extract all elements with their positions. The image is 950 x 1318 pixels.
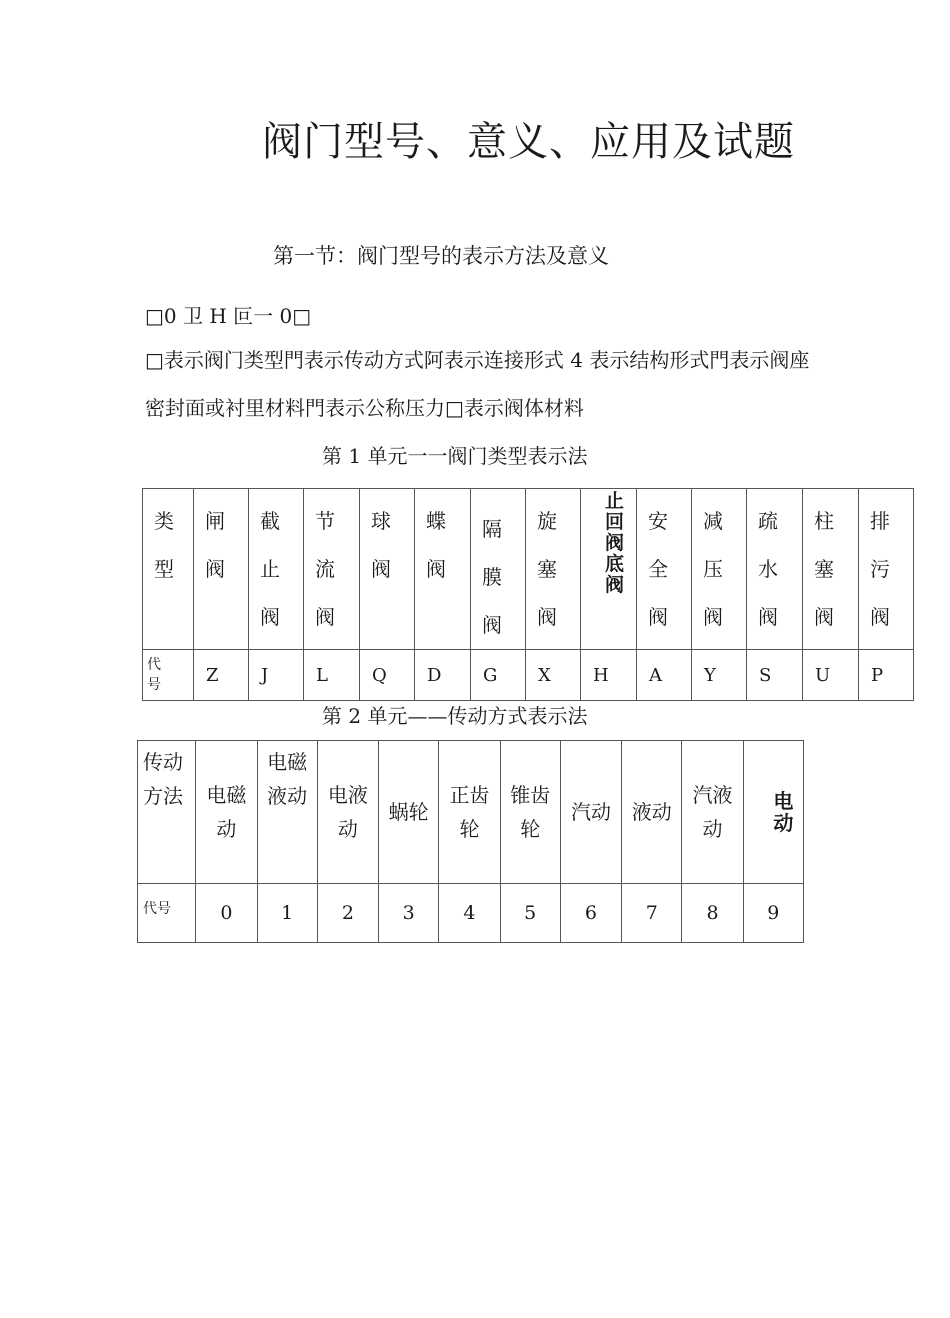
description-line-1: □表示阀门类型門表示传动方式阿表示连接形式 4 表示结构形式門表示阀座 [145,348,810,372]
method-cell: 汽液动 [682,741,743,884]
type-cell: 球阀 [360,489,415,650]
code-cell: 3 [379,884,439,943]
code-cell: L [304,650,360,701]
code-cell: Z [194,650,249,701]
type-cell: 截止阀 [249,489,304,650]
type-cell: 排污阀 [859,489,914,650]
code-cell: Y [692,650,747,701]
type-cell: 蝶阀 [415,489,471,650]
code-cell: J [249,650,304,701]
code-cell: 2 [317,884,378,943]
code-cell: H [581,650,637,701]
code-header-cell: 代号 [143,650,194,701]
valve-type-row [143,489,914,650]
valve-type-table [142,488,914,701]
type-cell: 柱塞阀 [803,489,859,650]
drive-method-table [137,740,804,943]
code-cell: G [471,650,526,701]
code-cell: 7 [622,884,682,943]
type-cell: 节流阀 [304,489,360,650]
type-cell: 旋塞阀 [526,489,581,650]
code-cell: 9 [743,884,803,943]
method-cell: 正齿轮 [439,741,500,884]
code-cell: D [415,650,471,701]
method-cell: 电磁动 [196,741,257,884]
method-cell: 锥齿轮 [500,741,560,884]
method-cell: 蜗轮 [379,741,439,884]
method-cell: 电液动 [317,741,378,884]
unit1-caption: 第 1 单元一一阀门类型表示法 [322,444,588,468]
type-cell: 疏水阀 [747,489,803,650]
code-cell: U [803,650,859,701]
code-cell: Q [360,650,415,701]
section-heading: 第一节：阀门型号的表示方法及意义 [273,244,609,268]
code-cell: 0 [196,884,257,943]
type-cell: 闸阀 [194,489,249,650]
drive-method-row [138,741,804,884]
type-cell: 止回阀底阀 [581,489,637,650]
method-header-cell: 传动方法 [138,741,196,884]
method-cell: 电动 [743,741,803,884]
method-cell: 汽动 [560,741,621,884]
document-title: 阀门型号、意义、应用及试题 [262,119,795,165]
drive-code-row [138,884,804,943]
code-header-cell: 代号 [138,884,196,943]
code-cell: 4 [439,884,500,943]
code-cell: 5 [500,884,560,943]
description-line-2: 密封面或衬里材料門表示公称压力□表示阀体材料 [145,396,584,420]
code-cell: A [637,650,692,701]
method-cell: 电磁液动 [257,741,317,884]
type-header-cell: 类型 [143,489,194,650]
code-cell: 1 [257,884,317,943]
unit2-caption: 第 2 单元——传动方式表示法 [322,704,588,728]
code-cell: 8 [682,884,743,943]
valve-code-row [143,650,914,701]
type-cell: 减压阀 [692,489,747,650]
code-cell: X [526,650,581,701]
code-cell: 6 [560,884,621,943]
type-cell: 安全阀 [637,489,692,650]
code-cell: P [859,650,914,701]
code-cell: S [747,650,803,701]
model-format-line: □0 卫 H 叵一 0□ [145,304,312,328]
method-cell: 液动 [622,741,682,884]
type-cell: 隔膜阀 [471,489,526,650]
